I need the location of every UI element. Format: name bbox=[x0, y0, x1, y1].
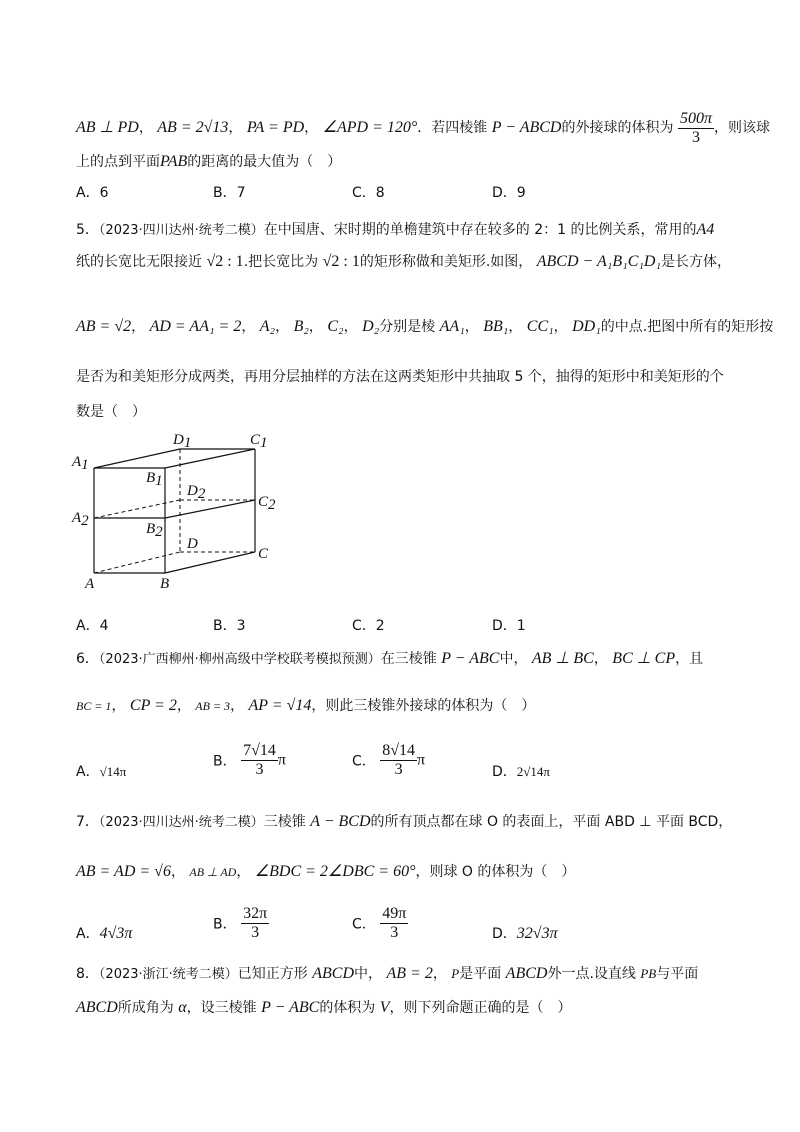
q4-option-c: C．8 bbox=[352, 185, 385, 201]
q4-math-angle-apd: ∠APD = 120° bbox=[322, 119, 418, 136]
q5-option-c: C．2 bbox=[352, 618, 385, 634]
q6-option-b: B． $\frac{7√14}{3}$ π bbox=[213, 742, 286, 778]
q7-option-c: C． $\frac{49\pi}{3}$ bbox=[352, 905, 407, 941]
edge-b2-c2 bbox=[165, 500, 255, 518]
q5-option-b: B．3 bbox=[213, 618, 246, 634]
q5-math-cuboid: ABCD − A₁B₁C₁D₁ bbox=[536, 253, 662, 270]
q4-math-ab-perp-pd: AB ⊥ PD bbox=[76, 119, 139, 136]
q7-option-d: D．32√3π bbox=[492, 925, 558, 942]
q8-source: （2023·浙江·统考二模） bbox=[98, 967, 238, 982]
q4-line-2: 上的点到平面PAB的距离的最大值为（ ） bbox=[76, 153, 342, 170]
label-b1: B1 bbox=[146, 470, 163, 489]
q5-math-ratio-2: √2 : 1 bbox=[322, 253, 360, 270]
q6-option-c: C． $\frac{8√14}{3}$ π bbox=[352, 742, 426, 778]
q5-line-5: 数是（ ） bbox=[76, 404, 146, 420]
q6-source: （2023·广西柳州·柳州高级中学校联考模拟预测） bbox=[98, 652, 381, 667]
q5-source: （2023·四川达州·统考二模） bbox=[98, 223, 264, 238]
q5-cuboid-figure bbox=[70, 430, 290, 590]
label-d2: D2 bbox=[187, 483, 206, 502]
q7-number: 7． bbox=[76, 814, 99, 830]
label-a: A bbox=[85, 576, 95, 590]
q5-option-d: D．1 bbox=[492, 618, 526, 634]
label-b2: B2 bbox=[146, 521, 163, 540]
q7-option-a: A．4√3π bbox=[76, 925, 133, 942]
q6-option-a: A．√14π bbox=[76, 764, 127, 780]
q6-number: 6． bbox=[76, 651, 99, 667]
label-d1: D1 bbox=[173, 432, 192, 451]
q5-line-4: 是否为和美矩形分成两类，再用分层抽样的方法在这两类矩形中共抽取 5 个，抽得的矩形中和美矩形的个 bbox=[76, 369, 724, 385]
label-a2: A2 bbox=[72, 510, 89, 529]
q5-number: 5． bbox=[76, 222, 99, 238]
label-a1: A1 bbox=[72, 454, 89, 473]
q8-number: 8． bbox=[76, 966, 99, 982]
q4-option-d: D．9 bbox=[492, 185, 526, 201]
q5-option-a: A．4 bbox=[76, 618, 109, 634]
q4-math-plane-pab: PAB bbox=[160, 153, 188, 170]
q6-line-1: 6．（2023·广西柳州·柳州高级中学校联考模拟预测）在三棱锥 P − ABC中， AB ⊥ BC， BC ⊥ CP，且 bbox=[76, 650, 704, 667]
label-b: B bbox=[160, 576, 170, 590]
q4-option-a: A．6 bbox=[76, 185, 109, 201]
edge-b1-c1 bbox=[165, 449, 255, 468]
q4-math-ab-length: AB = 2√13 bbox=[157, 119, 229, 136]
edge-a2-d2 bbox=[94, 500, 180, 518]
q7-source: （2023·四川达州·统考二模） bbox=[98, 815, 264, 830]
q5-line-2: 纸的长宽比无限接近 √2 : 1.把长宽比为 √2 : 1的矩形称做和美矩形.如图， ABCD − A₁B₁C₁D₁是长方体， bbox=[76, 253, 732, 270]
edge-a1-d1 bbox=[94, 449, 180, 468]
q8-line-2: ABCD所成角为 α，设三棱锥 P − ABC的体积为 V，则下列命题正确的是（ ） bbox=[76, 999, 572, 1016]
q5-line-3: AB = √2， AD = AA₁ = 2， A₂， B₂， C₂， D₂分别是棱 AA₁， BB₁， CC₁， DD₁的中点.把图中所有的矩形按 bbox=[76, 318, 774, 335]
q7-line-2: AB = AD = √6， AB ⊥ AD， ∠BDC = 2∠DBC = 60°，则球 O 的体积为（ ） bbox=[76, 863, 576, 880]
q7-option-b: B． $\frac{32\pi}{3}$ bbox=[213, 905, 268, 941]
q4-option-b: B．7 bbox=[213, 185, 246, 201]
q4-line-1: AB ⊥ PD， AB = 2√13， PA = PD， ∠APD = 120°．若四棱锥 P − ABCD的外接球的体积为 $\frac{500\pi}{3}$ ，则该球 bbox=[76, 109, 770, 146]
q5-math-ratio-1: √2 : 1 bbox=[206, 253, 244, 270]
q4-math-pyramid: P − ABCD bbox=[491, 119, 562, 136]
edge-a-d bbox=[94, 552, 180, 573]
label-c2: C2 bbox=[258, 494, 276, 513]
q8-line-1: 8．（2023·浙江·统考二模）已知正方形 ABCD中， AB = 2， P是平面 ABCD外一点.设直线 PB与平面 bbox=[76, 965, 699, 982]
q7-line-1: 7．（2023·四川达州·统考二模）三棱锥 A − BCD的所有顶点都在球 O 的表面上，平面 ABD ⊥ 平面 BCD， bbox=[76, 813, 733, 830]
q4-math-pa-pd: PA = PD bbox=[246, 119, 305, 136]
q6-option-d: D．2√14π bbox=[492, 764, 550, 780]
label-c1: C1 bbox=[250, 432, 268, 451]
label-c: C bbox=[258, 546, 269, 562]
q5-line-1: 5．（2023·四川达州·统考二模）在中国唐、宋时期的单檐建筑中存在较多的 2：1 的比例关系，常用的A4 bbox=[76, 221, 715, 238]
label-d: D bbox=[187, 536, 198, 552]
q4-volume-fraction: $\frac{500\pi}{3}$ bbox=[679, 109, 712, 146]
edge-b-c bbox=[165, 552, 255, 573]
q6-line-2: BC = 1， CP = 2， AB = 3， AP = √14，则此三棱锥外接球的体积为（ ） bbox=[76, 697, 536, 714]
